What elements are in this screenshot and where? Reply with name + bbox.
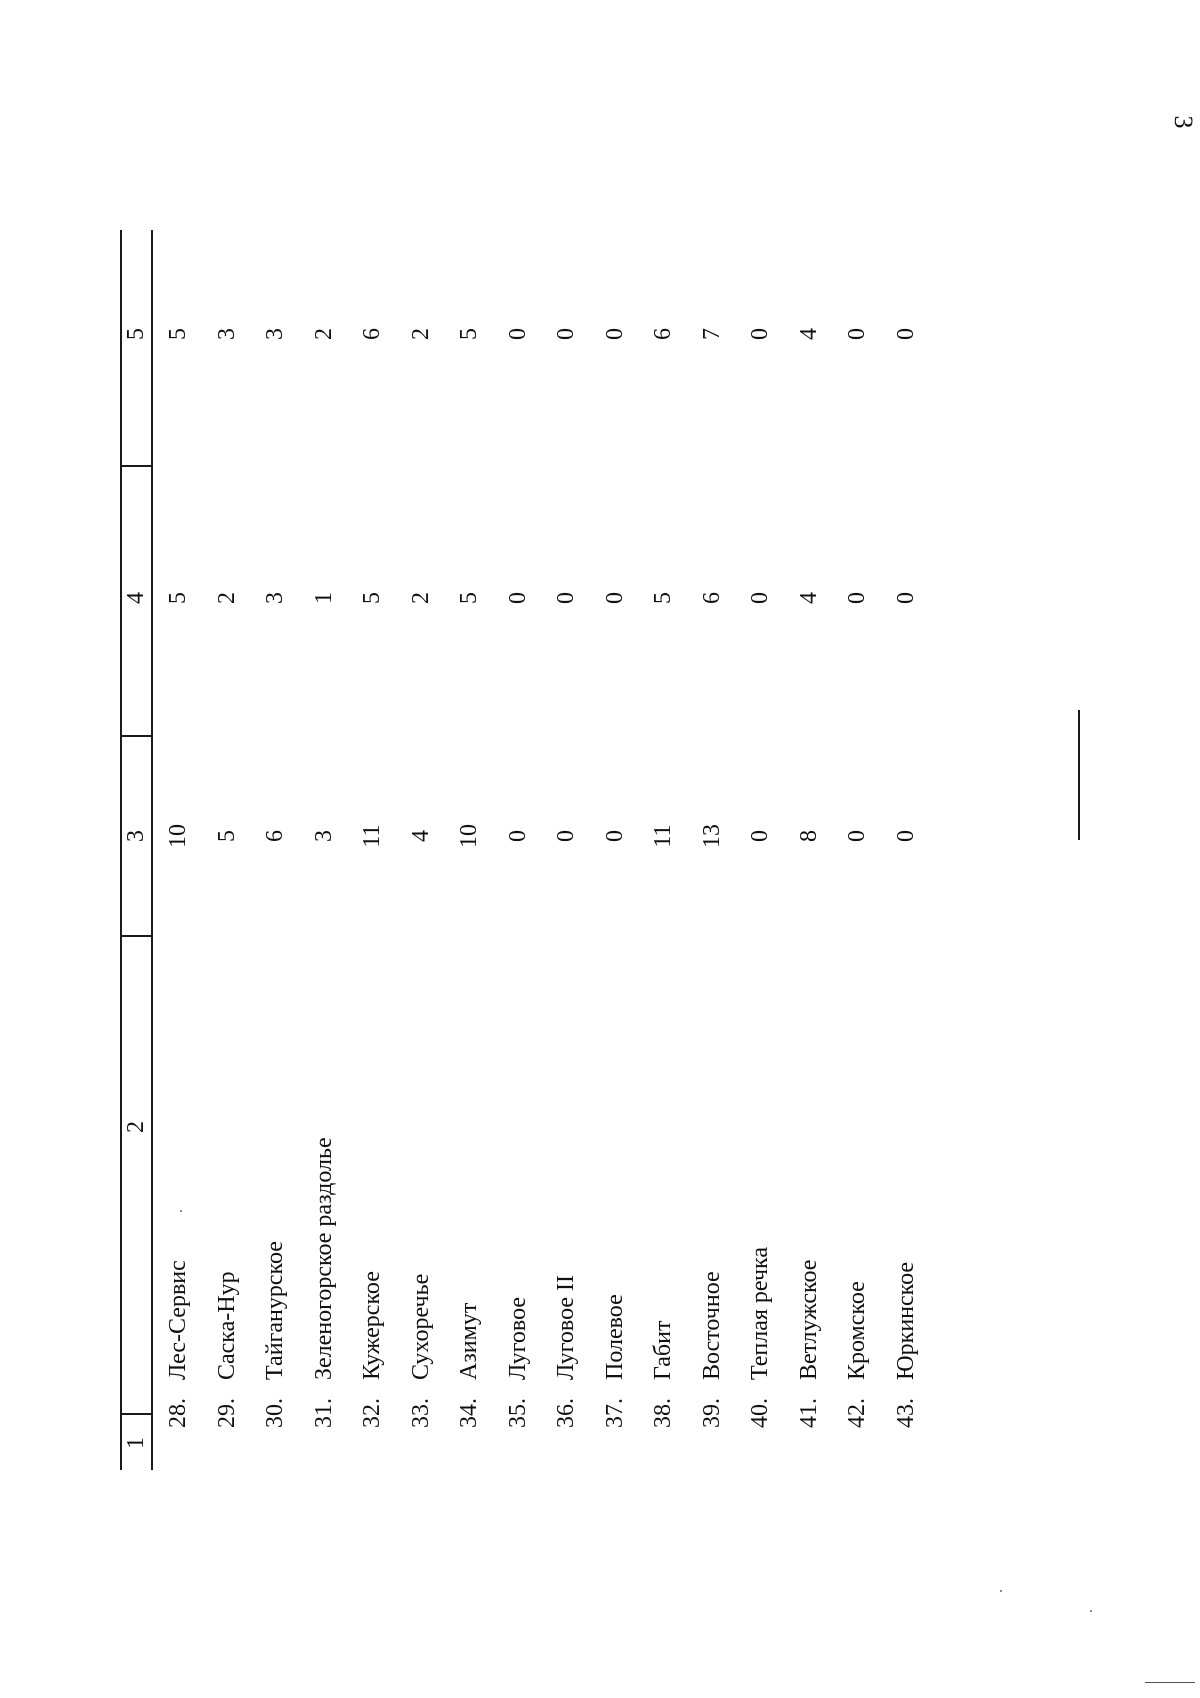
footnote-rule: [1078, 710, 1080, 840]
row-value-c5: 5: [456, 328, 482, 340]
row-name: Тайганурское: [262, 1241, 288, 1380]
row-name: Габит: [650, 1320, 676, 1380]
row-number: 38.: [650, 1398, 676, 1428]
row-value-c4: 2: [407, 592, 434, 604]
rotated-table: [120, 270, 1200, 1470]
column-header-5: 5: [123, 328, 149, 340]
row-value-c5: 6: [650, 328, 676, 340]
row-name: Азимут: [456, 1302, 482, 1380]
row-number: 32.: [359, 1398, 385, 1428]
row-value-c3: 0: [553, 830, 579, 842]
scan-speck: [180, 1210, 182, 1212]
row-value-c4: 0: [553, 592, 579, 604]
column-header-4: 4: [123, 592, 149, 604]
row-name: Юркинское: [892, 1261, 919, 1380]
row-name: Восточное: [698, 1271, 725, 1380]
row-value-c3: 11: [359, 824, 385, 848]
header-separator: [120, 735, 152, 737]
row-name: Саска-Нур: [213, 1271, 240, 1380]
row-value-c4: 0: [844, 592, 870, 604]
table-top-rule: [120, 230, 122, 1470]
column-header-3: 3: [123, 830, 149, 842]
row-name: Кужерское: [359, 1271, 385, 1380]
row-name: Луговое: [504, 1296, 531, 1380]
row-number: 43.: [892, 1398, 919, 1428]
row-number: 42.: [844, 1398, 870, 1428]
row-value-c4: 5: [650, 592, 676, 604]
row-value-c5: 3: [262, 328, 288, 340]
row-value-c3: 10: [456, 824, 482, 848]
scan-speck: [1000, 1590, 1002, 1592]
row-value-c5: 7: [698, 328, 725, 340]
row-name: Теплая речка: [747, 1247, 773, 1380]
column-header-1: 1: [123, 1437, 149, 1449]
row-value-c5: 0: [844, 328, 870, 340]
row-number: 34.: [456, 1398, 482, 1428]
row-number: 29.: [213, 1398, 240, 1428]
row-value-c4: 5: [456, 592, 482, 604]
row-value-c5: 0: [601, 328, 628, 340]
row-value-c5: 0: [504, 328, 531, 340]
row-value-c3: 0: [601, 830, 628, 842]
header-separator: [120, 465, 152, 467]
row-name: Кромское: [844, 1281, 870, 1380]
row-value-c4: 2: [213, 592, 240, 604]
row-value-c5: 0: [553, 328, 579, 340]
row-value-c5: 0: [747, 328, 773, 340]
row-value-c5: 0: [892, 328, 919, 340]
row-name: Полевое: [601, 1294, 628, 1380]
row-value-c3: 0: [892, 830, 919, 842]
row-value-c5: 4: [795, 328, 822, 340]
row-number: 33.: [407, 1398, 434, 1428]
corner-mark: [1145, 1682, 1195, 1683]
row-number: 31.: [310, 1398, 337, 1428]
row-number: 28.: [165, 1398, 191, 1428]
row-value-c4: 4: [795, 592, 822, 604]
row-name: Луговое II: [553, 1274, 579, 1380]
row-value-c4: 0: [504, 592, 531, 604]
scan-speck: [1090, 1610, 1092, 1612]
row-value-c5: 5: [165, 328, 191, 340]
row-number: 40.: [747, 1398, 773, 1428]
row-value-c4: 3: [262, 592, 288, 604]
row-value-c3: 3: [310, 830, 337, 842]
row-value-c5: 6: [359, 328, 385, 340]
row-value-c3: 4: [407, 830, 434, 842]
row-name: Зеленогорское раздолье: [310, 1137, 337, 1380]
row-value-c3: 0: [747, 830, 773, 842]
table-header-bottom-rule: [151, 230, 153, 1470]
column-header-2: 2: [123, 1121, 149, 1133]
row-name: Ветлужское: [795, 1259, 822, 1380]
row-value-c4: 5: [359, 592, 385, 604]
row-value-c3: 0: [504, 830, 531, 842]
row-number: 35.: [504, 1398, 531, 1428]
row-value-c5: 2: [407, 328, 434, 340]
row-value-c5: 3: [213, 328, 240, 340]
row-number: 36.: [553, 1398, 579, 1428]
header-separator: [120, 935, 152, 937]
row-value-c3: 5: [213, 830, 240, 842]
row-value-c3: 0: [844, 830, 870, 842]
row-value-c4: 0: [601, 592, 628, 604]
row-value-c5: 2: [310, 328, 337, 340]
page-number: 3: [1169, 115, 1198, 129]
row-value-c3: 10: [165, 824, 191, 848]
row-name: Сухоречье: [407, 1273, 434, 1380]
row-name: Лес-Сервис: [165, 1260, 191, 1380]
row-number: 41.: [795, 1398, 822, 1428]
row-value-c3: 11: [650, 824, 676, 848]
row-number: 39.: [698, 1398, 725, 1428]
row-value-c4: 5: [165, 592, 191, 604]
row-value-c3: 13: [698, 824, 725, 848]
row-value-c4: 0: [747, 592, 773, 604]
row-number: 30.: [262, 1398, 288, 1428]
row-value-c4: 1: [310, 592, 337, 604]
row-value-c3: 8: [795, 830, 822, 842]
row-value-c4: 6: [698, 592, 725, 604]
row-number: 37.: [601, 1398, 628, 1428]
row-value-c4: 0: [892, 592, 919, 604]
row-value-c3: 6: [262, 830, 288, 842]
